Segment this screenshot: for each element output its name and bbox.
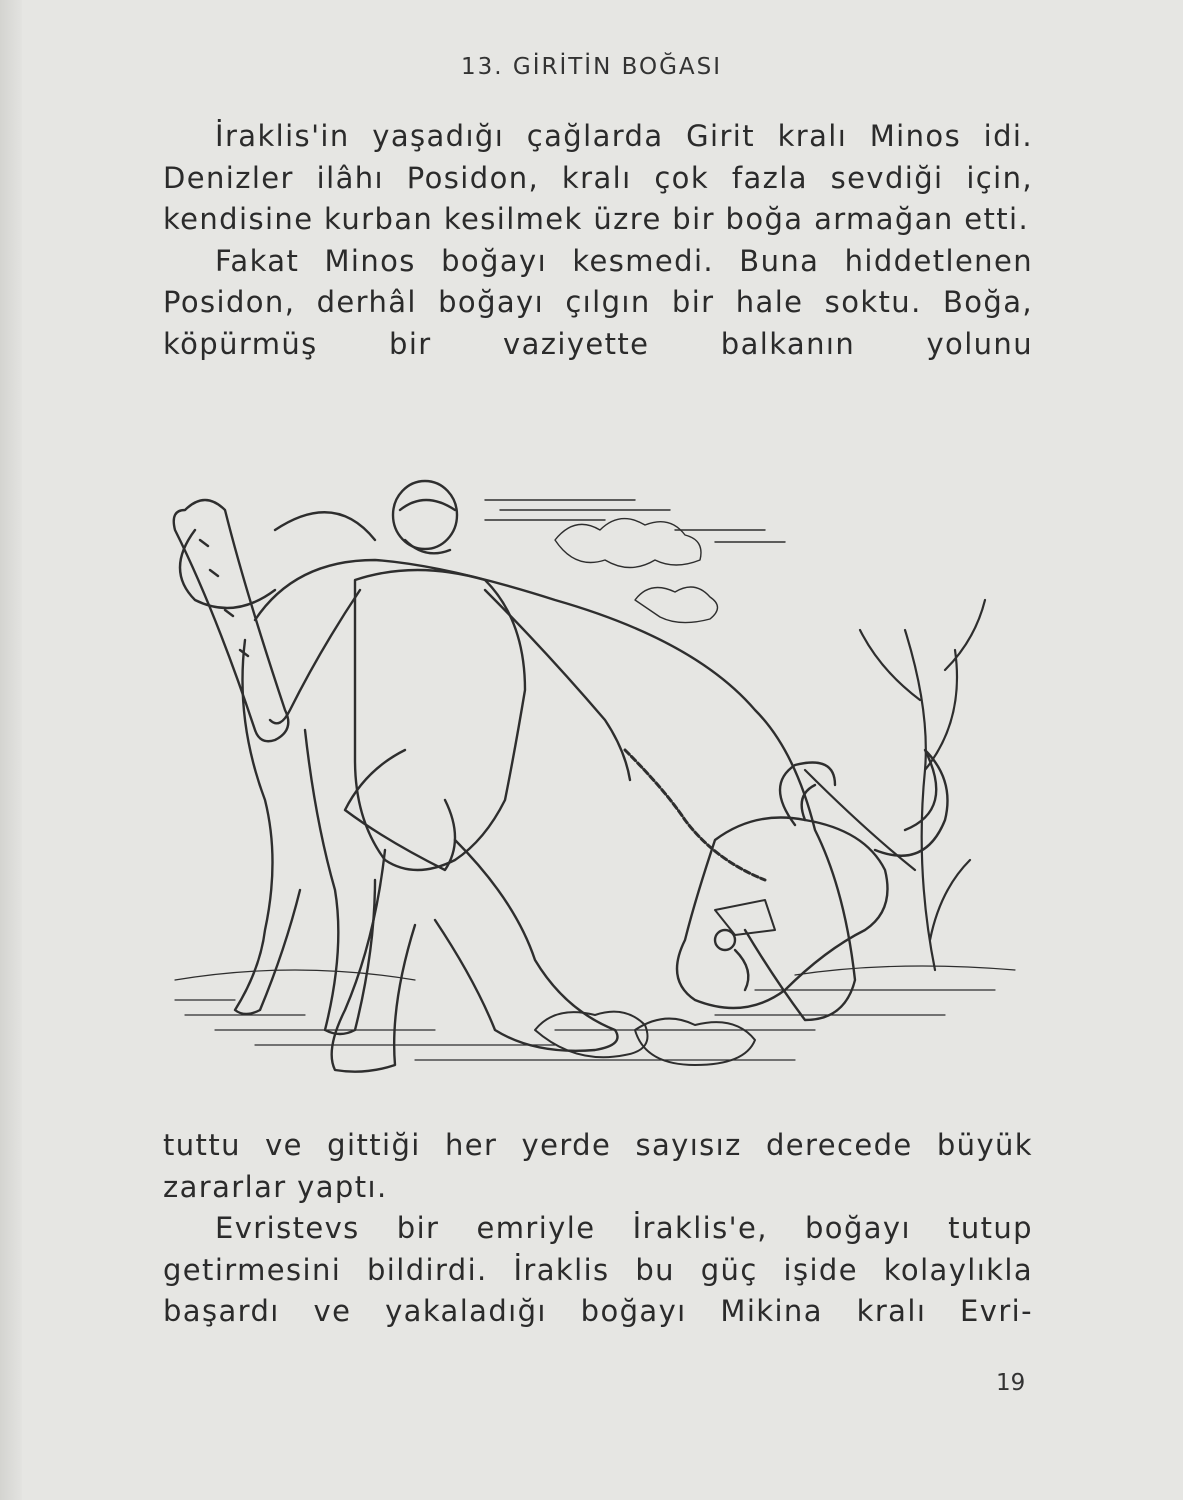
- paragraph: İraklis'in yaşadığı çağlarda Girit kralı Minos idi. Denizler ilâhı Posidon, kralı çok fazla sevdiği için, kendisine kurban kesilmek üzre bir boğa armağan etti.: [163, 119, 1033, 236]
- heracles-cretan-bull-illustration: [155, 470, 1035, 1080]
- page-number: 19: [996, 1370, 1026, 1396]
- paragraph: tuttu ve gittiği her yerde sayısız derecede büyük zararlar yaptı.: [163, 1128, 1033, 1204]
- rope: [625, 750, 765, 880]
- cloud-lines: [485, 500, 785, 623]
- ground-hatching: [175, 966, 1015, 1060]
- heracles-figure: [270, 481, 630, 1072]
- page-binding-edge: [0, 0, 22, 1500]
- bull-figure: [180, 512, 948, 1034]
- paragraph: Fakat Minos boğayı kesmedi. Buna hiddetlenen Posidon, derhâl boğayı çılgın bir hale soktu. Boğa, köpürmüş bir vaziyette balkanın yolunu: [163, 243, 1033, 361]
- body-text-top: [163, 116, 1033, 365]
- rocks: [535, 900, 775, 1065]
- running-title: 13. GİRİTİN BOĞASI: [460, 54, 723, 80]
- paragraph: Evristevs bir emriyle İraklis'e, boğayı tutup getirmesini bildirdi. İraklis bu güç işide kolaylıkla başardı ve yakaladığı boğayı Mikina kralı Evri-: [163, 1211, 1033, 1328]
- body-text-bottom: [163, 1125, 1033, 1333]
- bare-tree: [805, 600, 985, 970]
